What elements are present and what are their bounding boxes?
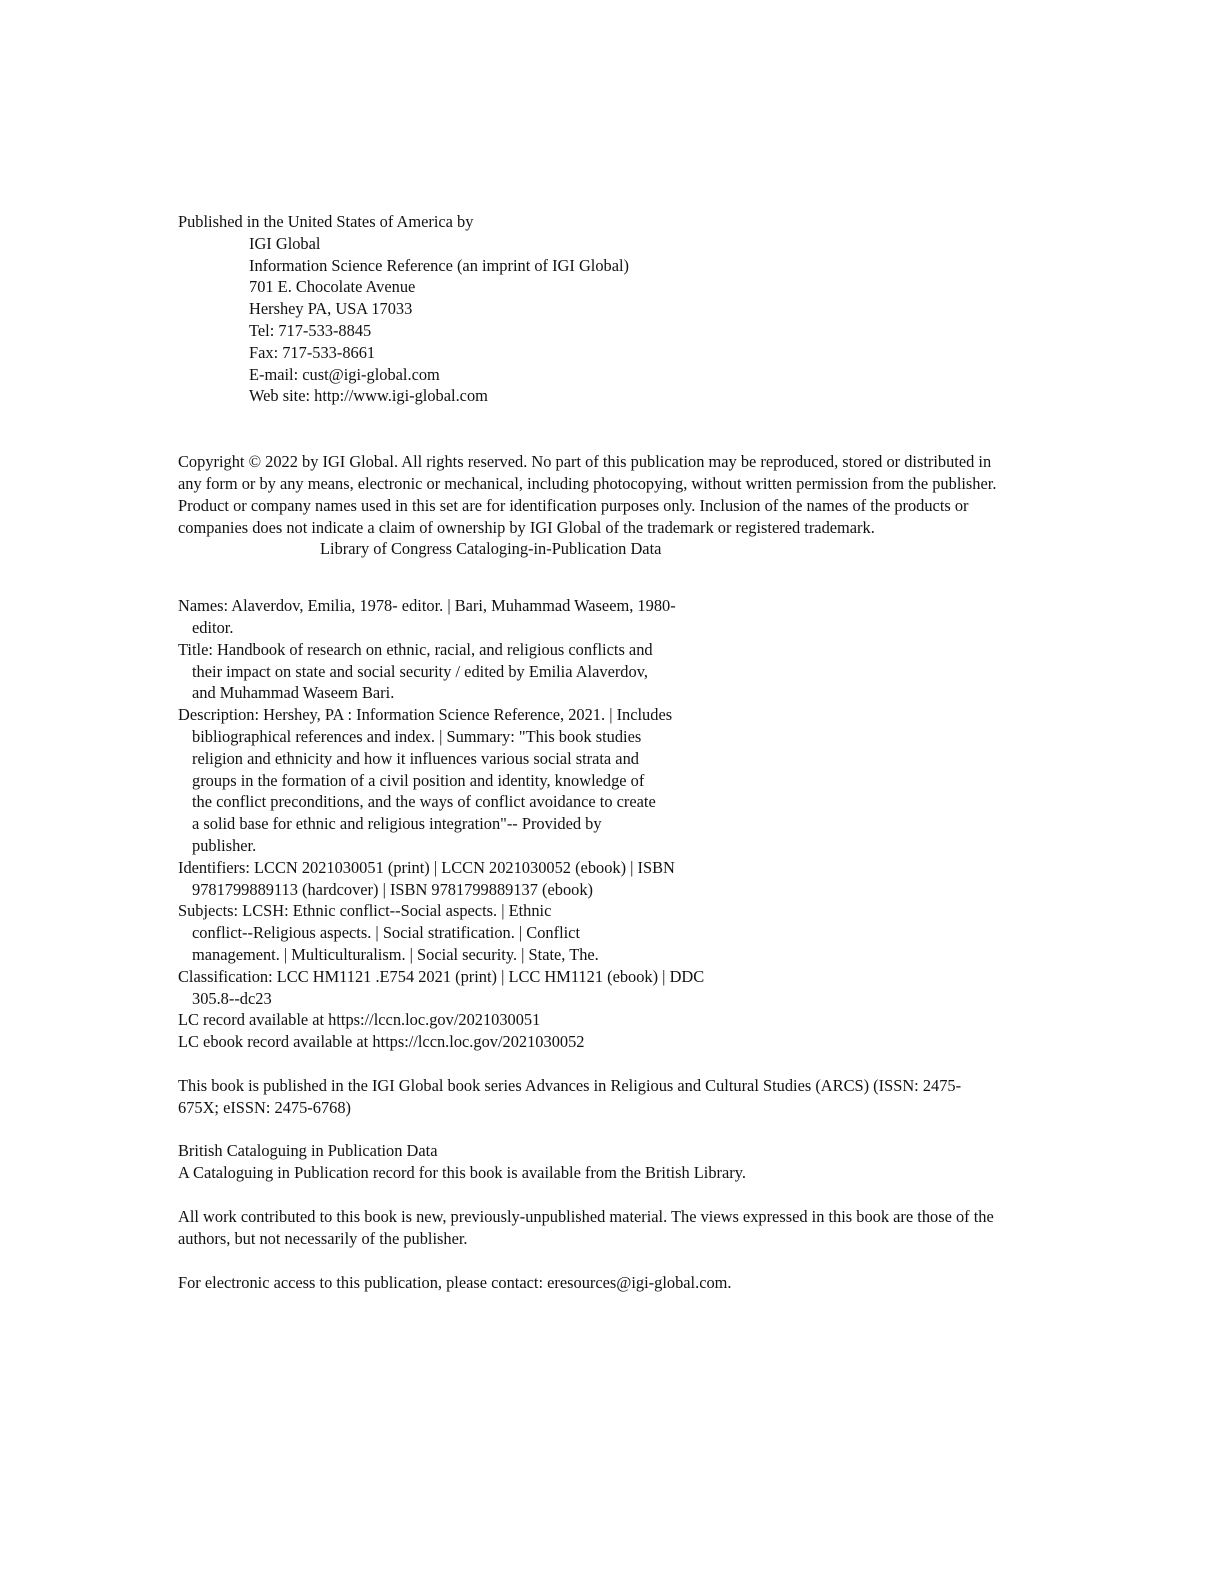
cip-names: Names: Alaverdov, Emilia, 1978- editor. | Bari, Muhammad Waseem, 1980- editor. [178,596,676,637]
cip-subjects: Subjects: LCSH: Ethnic conflict--Social aspects. | Ethnic conflict--Religious aspects. | Social stratification. | Conflict management. | Multiculturalism. | Social security. | State, The. [178,901,599,964]
lc-cip-record [178,595,768,1053]
copyright-notice: Copyright © 2022 by IGI Global. All rights reserved. No part of this publication may be reproduced, stored or distributed in any form or by any means, electronic or mechanical, including photocopying, without written permission from the publisher. Product or company names used in this set are for identification purposes only. Inclusion of the names of the products or companies does not indicate a claim of ownership by IGI Global of the trademark or registered trademark. [178,452,997,537]
lc-cip-heading: Library of Congress Cataloging-in-Publication Data [320,539,662,559]
lc-ebook-record-link: LC ebook record available at https://lccn.loc.gov/2021030052 [178,1032,585,1052]
publisher-website: Web site: http://www.igi-global.com [249,386,488,406]
publisher-intro: Published in the United States of America by [178,212,474,231]
disclaimer: All work contributed to this book is new, previously-unpublished material. The views expressed in this book are those of the authors, but not necessarily of the publisher. [178,1207,994,1248]
british-cip-heading: British Cataloguing in Publication Data [178,1141,438,1161]
publisher-block [178,211,1078,407]
cip-title: Title: Handbook of research on ethnic, racial, and religious conflicts and their impact on state and social security / edited by Emilia Alaverdov, and Muhammad Waseem Bari. [178,639,653,703]
electronic-access-note: For electronic access to this publication, please contact: eresources@igi-global.com. [178,1272,732,1292]
cip-classification: Classification: LCC HM1121 .E754 2021 (print) | LCC HM1121 (ebook) | DDC 305.8--dc23 [178,966,705,1008]
publisher-city: Hershey PA, USA 17033 [249,299,413,319]
publisher-imprint: Information Science Reference (an imprint of IGI Global) [249,255,630,275]
publisher-fax: Fax: 717-533-8661 [249,342,376,362]
lc-record-link: LC record available at https://lccn.loc.gov/2021030051 [178,1010,541,1030]
copyright-page [178,211,1078,1293]
cip-description: Description: Hershey, PA : Information Science Reference, 2021. | Includes bibliographical references and index. | Summary: "This book studies religion and ethnicity and how it influences various social strata and groups in the formation of a civil position and identity, knowledge of the conflict preconditions, and the ways of conflict avoidance to create a solid base for ethnic and religious integration"-- Provided by publisher. [178,705,673,855]
publisher-email: E-mail: cust@igi-global.com [249,364,440,384]
cip-identifiers: Identifiers: LCCN 2021030051 (print) | LCCN 2021030052 (ebook) | ISBN 9781799889113 (hardcover) | ISBN 9781799889137 (ebook) [178,857,675,899]
series-note: This book is published in the IGI Global book series Advances in Religious and Cultural Studies (ARCS) (ISSN: 2475- 675X; eISSN: 2475-6768) [178,1075,962,1117]
publisher-tel: Tel: 717-533-8845 [249,320,372,340]
publisher-name: IGI Global [249,233,321,253]
british-cip-text: A Cataloguing in Publication record for this book is available from the British Library. [178,1163,746,1183]
british-cip [178,1140,1073,1184]
publisher-street: 701 E. Chocolate Avenue [249,277,416,297]
